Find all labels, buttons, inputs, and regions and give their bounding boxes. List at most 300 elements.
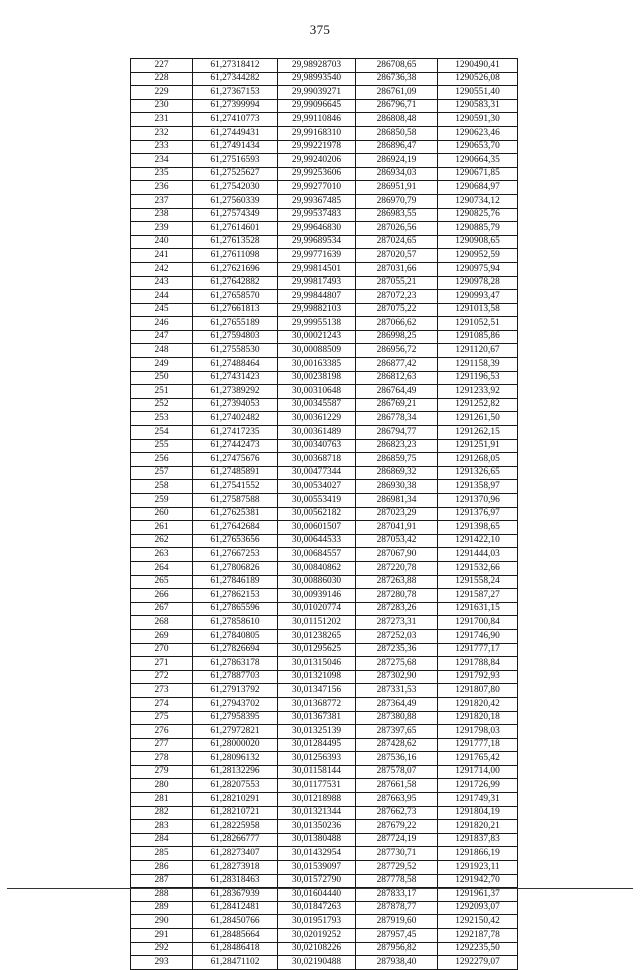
latitude-cell: 61,27862153 (193, 589, 278, 603)
longitude-cell: 29,99537483 (278, 208, 356, 222)
x-coordinate-cell: 287364,49 (356, 697, 438, 711)
x-coordinate-cell: 287053,42 (356, 534, 438, 548)
x-coordinate-cell: 286859,75 (356, 453, 438, 467)
y-coordinate-cell: 1291587,27 (438, 589, 518, 603)
y-coordinate-cell: 1291714,00 (438, 765, 518, 779)
y-coordinate-cell: 1291398,65 (438, 521, 518, 535)
table-row (131, 915, 518, 929)
table-row (131, 426, 518, 440)
y-coordinate-cell: 1290908,65 (438, 235, 518, 249)
y-coordinate-cell: 1291942,70 (438, 874, 518, 888)
x-coordinate-cell: 286850,58 (356, 126, 438, 140)
point-number-cell: 240 (131, 235, 193, 249)
table-row (131, 208, 518, 222)
table-row (131, 466, 518, 480)
latitude-cell: 61,27958395 (193, 711, 278, 725)
longitude-cell: 30,01295625 (278, 643, 356, 657)
latitude-cell: 61,27542030 (193, 181, 278, 195)
table-row (131, 344, 518, 358)
x-coordinate-cell: 286708,65 (356, 59, 438, 73)
point-number-cell: 250 (131, 371, 193, 385)
y-coordinate-cell: 1291820,18 (438, 711, 518, 725)
y-coordinate-cell: 1291749,31 (438, 793, 518, 807)
point-number-cell: 231 (131, 113, 193, 127)
x-coordinate-cell: 287730,71 (356, 847, 438, 861)
y-coordinate-cell: 1291765,42 (438, 752, 518, 766)
y-coordinate-cell: 1290684,97 (438, 181, 518, 195)
table-row (131, 72, 518, 86)
y-coordinate-cell: 1291837,83 (438, 833, 518, 847)
longitude-cell: 30,01380488 (278, 833, 356, 847)
longitude-cell: 30,00553419 (278, 494, 356, 508)
longitude-cell: 30,00644533 (278, 534, 356, 548)
latitude-cell: 61,27661813 (193, 303, 278, 317)
table-row (131, 534, 518, 548)
point-number-cell: 242 (131, 262, 193, 276)
y-coordinate-cell: 1292235,50 (438, 942, 518, 956)
y-coordinate-cell: 1290825,76 (438, 208, 518, 222)
longitude-cell: 30,01951793 (278, 915, 356, 929)
point-number-cell: 258 (131, 480, 193, 494)
x-coordinate-cell: 287661,58 (356, 779, 438, 793)
point-number-cell: 264 (131, 561, 193, 575)
longitude-cell: 29,99277010 (278, 181, 356, 195)
table-row (131, 765, 518, 779)
table-row (131, 494, 518, 508)
longitude-cell: 30,01315046 (278, 657, 356, 671)
latitude-cell: 61,27858610 (193, 616, 278, 630)
y-coordinate-cell: 1291376,97 (438, 507, 518, 521)
y-coordinate-cell: 1291961,37 (438, 888, 518, 902)
point-number-cell: 235 (131, 167, 193, 181)
latitude-cell: 61,27344282 (193, 72, 278, 86)
latitude-cell: 61,27614601 (193, 222, 278, 236)
longitude-cell: 30,02019252 (278, 929, 356, 943)
longitude-cell: 29,99168310 (278, 126, 356, 140)
y-coordinate-cell: 1292279,07 (438, 956, 518, 970)
table-row (131, 874, 518, 888)
x-coordinate-cell: 286808,48 (356, 113, 438, 127)
y-coordinate-cell: 1291358,97 (438, 480, 518, 494)
x-coordinate-cell: 286930,38 (356, 480, 438, 494)
x-coordinate-cell: 287679,22 (356, 820, 438, 834)
x-coordinate-cell: 286934,03 (356, 167, 438, 181)
point-number-cell: 290 (131, 915, 193, 929)
longitude-cell: 29,99844807 (278, 290, 356, 304)
x-coordinate-cell: 287729,52 (356, 861, 438, 875)
latitude-cell: 61,27516593 (193, 154, 278, 168)
latitude-cell: 61,27806826 (193, 561, 278, 575)
longitude-cell: 30,01368772 (278, 697, 356, 711)
y-coordinate-cell: 1291444,03 (438, 548, 518, 562)
latitude-cell: 61,28318463 (193, 874, 278, 888)
x-coordinate-cell: 287263,88 (356, 575, 438, 589)
longitude-cell: 30,01158144 (278, 765, 356, 779)
table-row (131, 888, 518, 902)
y-coordinate-cell: 1291777,18 (438, 738, 518, 752)
x-coordinate-cell: 287536,16 (356, 752, 438, 766)
point-number-cell: 293 (131, 956, 193, 970)
point-number-cell: 267 (131, 602, 193, 616)
latitude-cell: 61,27863178 (193, 657, 278, 671)
table-row (131, 59, 518, 73)
point-number-cell: 248 (131, 344, 193, 358)
latitude-cell: 61,27318412 (193, 59, 278, 73)
point-number-cell: 285 (131, 847, 193, 861)
point-number-cell: 279 (131, 765, 193, 779)
longitude-cell: 29,99039271 (278, 86, 356, 100)
latitude-cell: 61,28273918 (193, 861, 278, 875)
latitude-cell: 61,27667253 (193, 548, 278, 562)
latitude-cell: 61,27417235 (193, 426, 278, 440)
longitude-cell: 30,00601507 (278, 521, 356, 535)
y-coordinate-cell: 1291807,80 (438, 684, 518, 698)
x-coordinate-cell: 286778,34 (356, 412, 438, 426)
longitude-cell: 30,01321344 (278, 806, 356, 820)
x-coordinate-cell: 287020,57 (356, 249, 438, 263)
latitude-cell: 61,27394053 (193, 398, 278, 412)
latitude-cell: 61,27653656 (193, 534, 278, 548)
longitude-cell: 29,99221978 (278, 140, 356, 154)
longitude-cell: 30,00939146 (278, 589, 356, 603)
point-number-cell: 280 (131, 779, 193, 793)
latitude-cell: 61,27399994 (193, 99, 278, 113)
latitude-cell: 61,27491434 (193, 140, 278, 154)
latitude-cell: 61,27887703 (193, 670, 278, 684)
y-coordinate-cell: 1290952,59 (438, 249, 518, 263)
point-number-cell: 237 (131, 194, 193, 208)
y-coordinate-cell: 1291798,03 (438, 725, 518, 739)
table-row (131, 847, 518, 861)
table-row (131, 235, 518, 249)
table-row (131, 738, 518, 752)
longitude-cell: 29,99110846 (278, 113, 356, 127)
point-number-cell: 283 (131, 820, 193, 834)
y-coordinate-cell: 1291326,65 (438, 466, 518, 480)
x-coordinate-cell: 287956,82 (356, 942, 438, 956)
point-number-cell: 292 (131, 942, 193, 956)
table-row (131, 806, 518, 820)
longitude-cell: 30,01151202 (278, 616, 356, 630)
longitude-cell: 29,99955138 (278, 317, 356, 331)
x-coordinate-cell: 286823,23 (356, 439, 438, 453)
x-coordinate-cell: 287031,66 (356, 262, 438, 276)
table-row (131, 670, 518, 684)
x-coordinate-cell: 286970,79 (356, 194, 438, 208)
y-coordinate-cell: 1291532,66 (438, 561, 518, 575)
latitude-cell: 61,28210291 (193, 793, 278, 807)
y-coordinate-cell: 1290623,46 (438, 126, 518, 140)
point-number-cell: 252 (131, 398, 193, 412)
table-row (131, 833, 518, 847)
longitude-cell: 29,99253606 (278, 167, 356, 181)
y-coordinate-cell: 1291558,24 (438, 575, 518, 589)
latitude-cell: 61,27642684 (193, 521, 278, 535)
x-coordinate-cell: 287280,78 (356, 589, 438, 603)
y-coordinate-cell: 1291788,84 (438, 657, 518, 671)
x-coordinate-cell: 286877,42 (356, 358, 438, 372)
longitude-cell: 29,99096645 (278, 99, 356, 113)
latitude-cell: 61,28000020 (193, 738, 278, 752)
latitude-cell: 61,28096132 (193, 752, 278, 766)
table-row (131, 643, 518, 657)
point-number-cell: 259 (131, 494, 193, 508)
longitude-cell: 30,00163385 (278, 358, 356, 372)
y-coordinate-cell: 1291631,15 (438, 602, 518, 616)
table-row (131, 167, 518, 181)
table-row (131, 548, 518, 562)
latitude-cell: 61,27431423 (193, 371, 278, 385)
point-number-cell: 238 (131, 208, 193, 222)
point-number-cell: 243 (131, 276, 193, 290)
point-number-cell: 286 (131, 861, 193, 875)
longitude-cell: 29,99882103 (278, 303, 356, 317)
longitude-cell: 30,00088509 (278, 344, 356, 358)
x-coordinate-cell: 287072,23 (356, 290, 438, 304)
table-row (131, 303, 518, 317)
point-number-cell: 251 (131, 385, 193, 399)
x-coordinate-cell: 287380,88 (356, 711, 438, 725)
y-coordinate-cell: 1291700,84 (438, 616, 518, 630)
longitude-cell: 30,01350236 (278, 820, 356, 834)
point-number-cell: 228 (131, 72, 193, 86)
latitude-cell: 61,28367939 (193, 888, 278, 902)
x-coordinate-cell: 286998,25 (356, 330, 438, 344)
point-number-cell: 253 (131, 412, 193, 426)
y-coordinate-cell: 1291052,51 (438, 317, 518, 331)
table-row (131, 820, 518, 834)
latitude-cell: 61,27587588 (193, 494, 278, 508)
y-coordinate-cell: 1291866,19 (438, 847, 518, 861)
table-row (131, 507, 518, 521)
x-coordinate-cell: 287252,03 (356, 629, 438, 643)
longitude-cell: 30,00340763 (278, 439, 356, 453)
x-coordinate-cell: 287055,21 (356, 276, 438, 290)
longitude-cell: 29,99814501 (278, 262, 356, 276)
table-row (131, 779, 518, 793)
latitude-cell: 61,27655189 (193, 317, 278, 331)
table-row (131, 276, 518, 290)
point-number-cell: 257 (131, 466, 193, 480)
y-coordinate-cell: 1291777,17 (438, 643, 518, 657)
x-coordinate-cell: 286924,19 (356, 154, 438, 168)
longitude-cell: 30,00310648 (278, 385, 356, 399)
table-row (131, 602, 518, 616)
x-coordinate-cell: 286736,38 (356, 72, 438, 86)
table-row (131, 439, 518, 453)
latitude-cell: 61,27541552 (193, 480, 278, 494)
point-number-cell: 272 (131, 670, 193, 684)
point-number-cell: 277 (131, 738, 193, 752)
point-number-cell: 273 (131, 684, 193, 698)
point-number-cell: 268 (131, 616, 193, 630)
longitude-cell: 30,00021243 (278, 330, 356, 344)
table-row (131, 752, 518, 766)
point-number-cell: 263 (131, 548, 193, 562)
latitude-cell: 61,28273407 (193, 847, 278, 861)
latitude-cell: 61,27402482 (193, 412, 278, 426)
point-number-cell: 284 (131, 833, 193, 847)
longitude-cell: 30,01539097 (278, 861, 356, 875)
longitude-cell: 30,00886030 (278, 575, 356, 589)
x-coordinate-cell: 286981,34 (356, 494, 438, 508)
y-coordinate-cell: 1291422,10 (438, 534, 518, 548)
y-coordinate-cell: 1291820,21 (438, 820, 518, 834)
x-coordinate-cell: 287919,60 (356, 915, 438, 929)
y-coordinate-cell: 1290885,79 (438, 222, 518, 236)
longitude-cell: 30,00477344 (278, 466, 356, 480)
x-coordinate-cell: 286951,91 (356, 181, 438, 195)
table-row (131, 711, 518, 725)
table-row (131, 453, 518, 467)
table-row (131, 942, 518, 956)
point-number-cell: 232 (131, 126, 193, 140)
latitude-cell: 61,27621696 (193, 262, 278, 276)
table-row (131, 86, 518, 100)
x-coordinate-cell: 287024,65 (356, 235, 438, 249)
y-coordinate-cell: 1290591,30 (438, 113, 518, 127)
y-coordinate-cell: 1291085,86 (438, 330, 518, 344)
y-coordinate-cell: 1290583,31 (438, 99, 518, 113)
latitude-cell: 61,27475676 (193, 453, 278, 467)
latitude-cell: 61,28132296 (193, 765, 278, 779)
longitude-cell: 29,98993540 (278, 72, 356, 86)
point-number-cell: 289 (131, 901, 193, 915)
point-number-cell: 270 (131, 643, 193, 657)
table-row (131, 249, 518, 263)
point-number-cell: 265 (131, 575, 193, 589)
y-coordinate-cell: 1292150,42 (438, 915, 518, 929)
page-bottom-rule (7, 888, 633, 889)
longitude-cell: 30,02108226 (278, 942, 356, 956)
latitude-cell: 61,27574349 (193, 208, 278, 222)
point-number-cell: 245 (131, 303, 193, 317)
y-coordinate-cell: 1290526,08 (438, 72, 518, 86)
point-number-cell: 291 (131, 929, 193, 943)
x-coordinate-cell: 287275,68 (356, 657, 438, 671)
table-row (131, 684, 518, 698)
table-row (131, 793, 518, 807)
point-number-cell: 287 (131, 874, 193, 888)
latitude-cell: 61,27525627 (193, 167, 278, 181)
latitude-cell: 61,27410773 (193, 113, 278, 127)
latitude-cell: 61,28225958 (193, 820, 278, 834)
point-number-cell: 276 (131, 725, 193, 739)
point-number-cell: 266 (131, 589, 193, 603)
longitude-cell: 30,01432954 (278, 847, 356, 861)
latitude-cell: 61,28207553 (193, 779, 278, 793)
table-row (131, 697, 518, 711)
longitude-cell: 30,01020774 (278, 602, 356, 616)
latitude-cell: 61,27865596 (193, 602, 278, 616)
x-coordinate-cell: 287026,56 (356, 222, 438, 236)
point-number-cell: 282 (131, 806, 193, 820)
point-number-cell: 236 (131, 181, 193, 195)
table-row (131, 901, 518, 915)
longitude-cell: 30,00534027 (278, 480, 356, 494)
x-coordinate-cell: 286794,77 (356, 426, 438, 440)
latitude-cell: 61,28486418 (193, 942, 278, 956)
longitude-cell: 29,99240206 (278, 154, 356, 168)
point-number-cell: 233 (131, 140, 193, 154)
latitude-cell: 61,27658570 (193, 290, 278, 304)
table-row (131, 412, 518, 426)
latitude-cell: 61,27613528 (193, 235, 278, 249)
longitude-cell: 30,01218988 (278, 793, 356, 807)
longitude-cell: 30,01256393 (278, 752, 356, 766)
latitude-cell: 61,28266777 (193, 833, 278, 847)
y-coordinate-cell: 1291196,53 (438, 371, 518, 385)
table-row (131, 154, 518, 168)
y-coordinate-cell: 1291746,90 (438, 629, 518, 643)
point-number-cell: 229 (131, 86, 193, 100)
x-coordinate-cell: 287397,65 (356, 725, 438, 739)
table-row (131, 561, 518, 575)
page-number: 375 (309, 22, 331, 37)
latitude-cell: 61,27560339 (193, 194, 278, 208)
x-coordinate-cell: 287067,90 (356, 548, 438, 562)
longitude-cell: 30,00345587 (278, 398, 356, 412)
x-coordinate-cell: 287331,53 (356, 684, 438, 698)
point-number-cell: 254 (131, 426, 193, 440)
table-row (131, 262, 518, 276)
y-coordinate-cell: 1291370,96 (438, 494, 518, 508)
longitude-cell: 30,01177531 (278, 779, 356, 793)
latitude-cell: 61,28210721 (193, 806, 278, 820)
table-row (131, 629, 518, 643)
latitude-cell: 61,27442473 (193, 439, 278, 453)
longitude-cell: 29,99771639 (278, 249, 356, 263)
latitude-cell: 61,27625381 (193, 507, 278, 521)
coordinates-table (130, 58, 518, 970)
point-number-cell: 288 (131, 888, 193, 902)
y-coordinate-cell: 1292187,78 (438, 929, 518, 943)
x-coordinate-cell: 287833,17 (356, 888, 438, 902)
longitude-cell: 30,00684557 (278, 548, 356, 562)
point-number-cell: 262 (131, 534, 193, 548)
table-row (131, 99, 518, 113)
point-number-cell: 249 (131, 358, 193, 372)
longitude-cell: 30,00238198 (278, 371, 356, 385)
point-number-cell: 244 (131, 290, 193, 304)
table-row (131, 725, 518, 739)
y-coordinate-cell: 1291268,05 (438, 453, 518, 467)
y-coordinate-cell: 1291251,91 (438, 439, 518, 453)
table-row (131, 222, 518, 236)
y-coordinate-cell: 1291233,92 (438, 385, 518, 399)
y-coordinate-cell: 1290664,35 (438, 154, 518, 168)
latitude-cell: 61,28471102 (193, 956, 278, 970)
longitude-cell: 30,01604440 (278, 888, 356, 902)
y-coordinate-cell: 1291158,39 (438, 358, 518, 372)
x-coordinate-cell: 287778,58 (356, 874, 438, 888)
longitude-cell: 30,01347156 (278, 684, 356, 698)
longitude-cell: 29,98928703 (278, 59, 356, 73)
x-coordinate-cell: 286812,63 (356, 371, 438, 385)
longitude-cell: 29,99367485 (278, 194, 356, 208)
y-coordinate-cell: 1290671,85 (438, 167, 518, 181)
x-coordinate-cell: 287066,62 (356, 317, 438, 331)
point-number-cell: 275 (131, 711, 193, 725)
y-coordinate-cell: 1291923,11 (438, 861, 518, 875)
x-coordinate-cell: 287023,29 (356, 507, 438, 521)
longitude-cell: 30,02190488 (278, 956, 356, 970)
y-coordinate-cell: 1290490,41 (438, 59, 518, 73)
y-coordinate-cell: 1290551,40 (438, 86, 518, 100)
latitude-cell: 61,27913792 (193, 684, 278, 698)
table-row (131, 358, 518, 372)
latitude-cell: 61,27449431 (193, 126, 278, 140)
